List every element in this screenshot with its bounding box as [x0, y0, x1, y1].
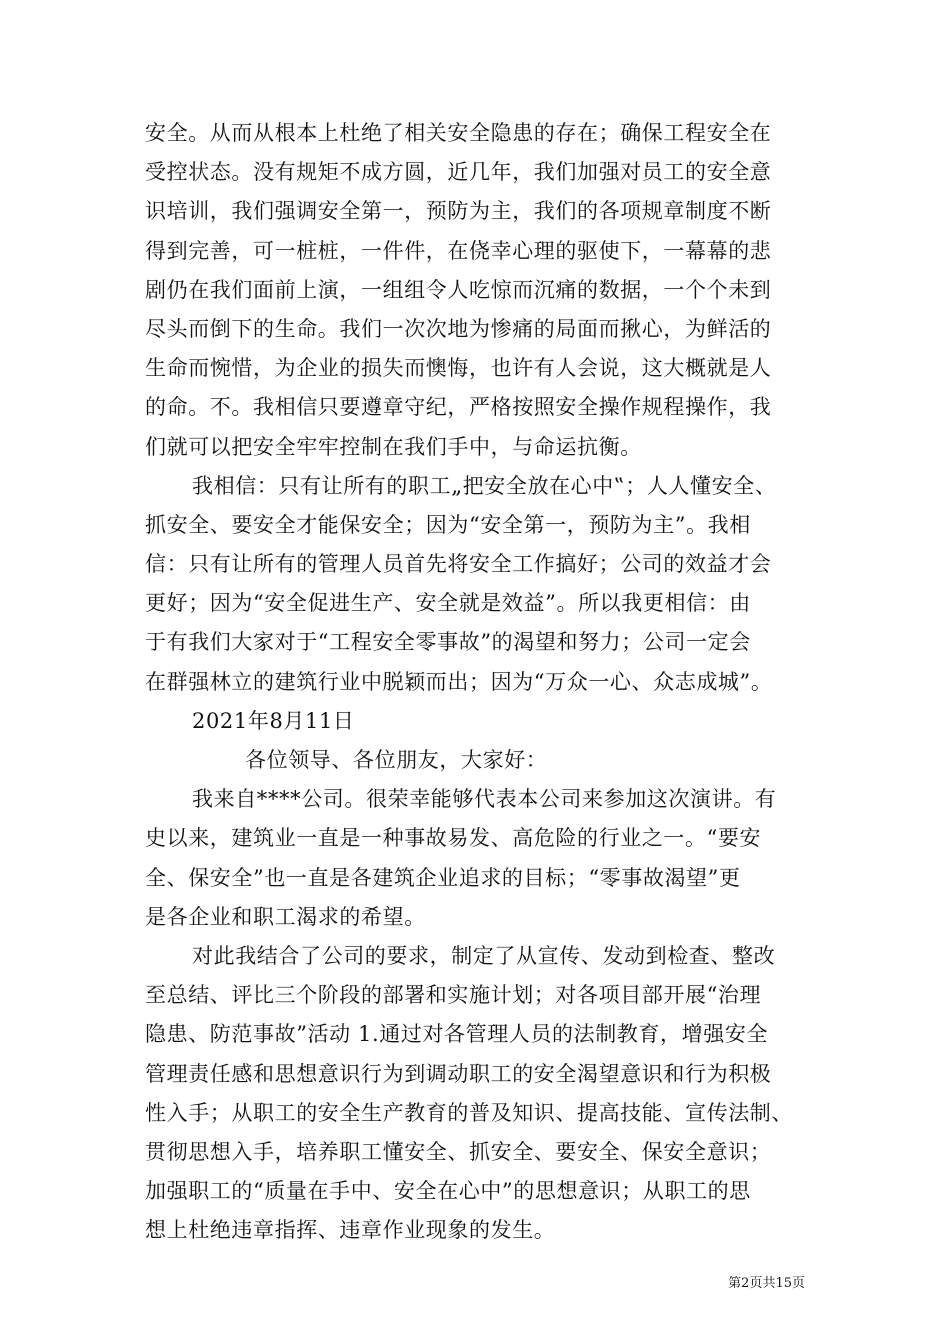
- text-line: 于有我们大家对于“工程安全零事故”的渴望和努力；公司一定会: [145, 630, 751, 655]
- text-line: 想上杜绝违章指挥、违章作业现象的发生。: [145, 1218, 556, 1243]
- text-line: 抓安全、要安全才能保安全；因为“安全第一，预防为主”。我相: [145, 512, 751, 537]
- text-line: 史以来，建筑业一直是一种事故易发、高危险的行业之一。“要安: [145, 826, 762, 851]
- text-line: 尽头而倒下的生命。我们一次次地为惨痛的局面而揪心，为鲜活的: [145, 316, 772, 341]
- text-line: 加强职工的“质量在手中、安全在心中”的思想意识；从职工的思: [145, 1179, 751, 1204]
- text-line: 我来自****公司。很荣幸能够代表本公司来参加这次演讲。有: [192, 787, 777, 812]
- date-line: 2021年8月11日: [192, 708, 355, 733]
- text-line: 得到完善，可一桩桩，一件件，在侥幸心理的驱使下，一幕幕的悲: [145, 238, 772, 263]
- text-line: 更好；因为“安全促进生产、安全就是效益”。所以我更相信：由: [145, 591, 751, 616]
- page-number: 第2页共15页: [728, 1276, 805, 1291]
- text-line: 性入手；从职工的安全生产教育的普及知识、提高技能、宣传法制、: [145, 1100, 793, 1125]
- text-line: 我相信：只有让所有的职工„把安全放在心中‟；人人懂安全、: [192, 473, 777, 498]
- text-line: 的命。不。我相信只要遵章守纪，严格按照安全操作规程操作，我: [145, 395, 772, 420]
- text-line: 在群强林立的建筑行业中脱颖而出；因为“万众一心、众志成城”。: [145, 669, 773, 694]
- body-text: [145, 114, 815, 1250]
- text-line: 安全。从而从根本上杜绝了相关安全隐患的存在；确保工程安全在: [145, 121, 772, 145]
- text-line: 至总结、评比三个阶段的部署和实施计划；对各项目部开展“治理: [145, 983, 762, 1008]
- text-line: 贯彻思想入手，培养职工懂安全、抓安全、要安全、保安全意识；: [145, 1139, 772, 1164]
- text-line: 是各企业和职工渴求的希望。: [145, 904, 426, 929]
- text-line: 们就可以把安全牢牢控制在我们手中，与命运抗衡。: [145, 434, 642, 459]
- text-line: 对此我结合了公司的要求，制定了从宣传、发动到检查、整改: [192, 943, 776, 968]
- text-line: 信：只有让所有的管理人员首先将安全工作搞好；公司的效益才会: [145, 552, 772, 577]
- text-line: 识培训，我们强调安全第一，预防为主，我们的各项规章制度不断: [145, 199, 772, 224]
- text-line: 管理责任感和思想意识行为到调动职工的安全渴望意识和行为积极: [145, 1061, 772, 1086]
- greeting-line: 各位领导、各位朋友，大家好：: [245, 748, 548, 772]
- text-line: 剧仍在我们面前上演，一组组令人吃惊而沉痛的数据，一个个未到: [145, 277, 772, 302]
- text-line: 全、保安全”也一直是各建筑企业追求的目标；“零事故渴望”更: [145, 865, 741, 890]
- text-line: 生命而惋惜，为企业的损失而懊悔，也许有人会说，这大概就是人: [145, 356, 772, 381]
- text-line: 受控状态。没有规矩不成方圆，近几年，我们加强对员工的安全意: [145, 160, 772, 185]
- text-line: 隐患、防范事故”活动 1.通过对各管理人员的法制教育，增强安全: [145, 1022, 769, 1047]
